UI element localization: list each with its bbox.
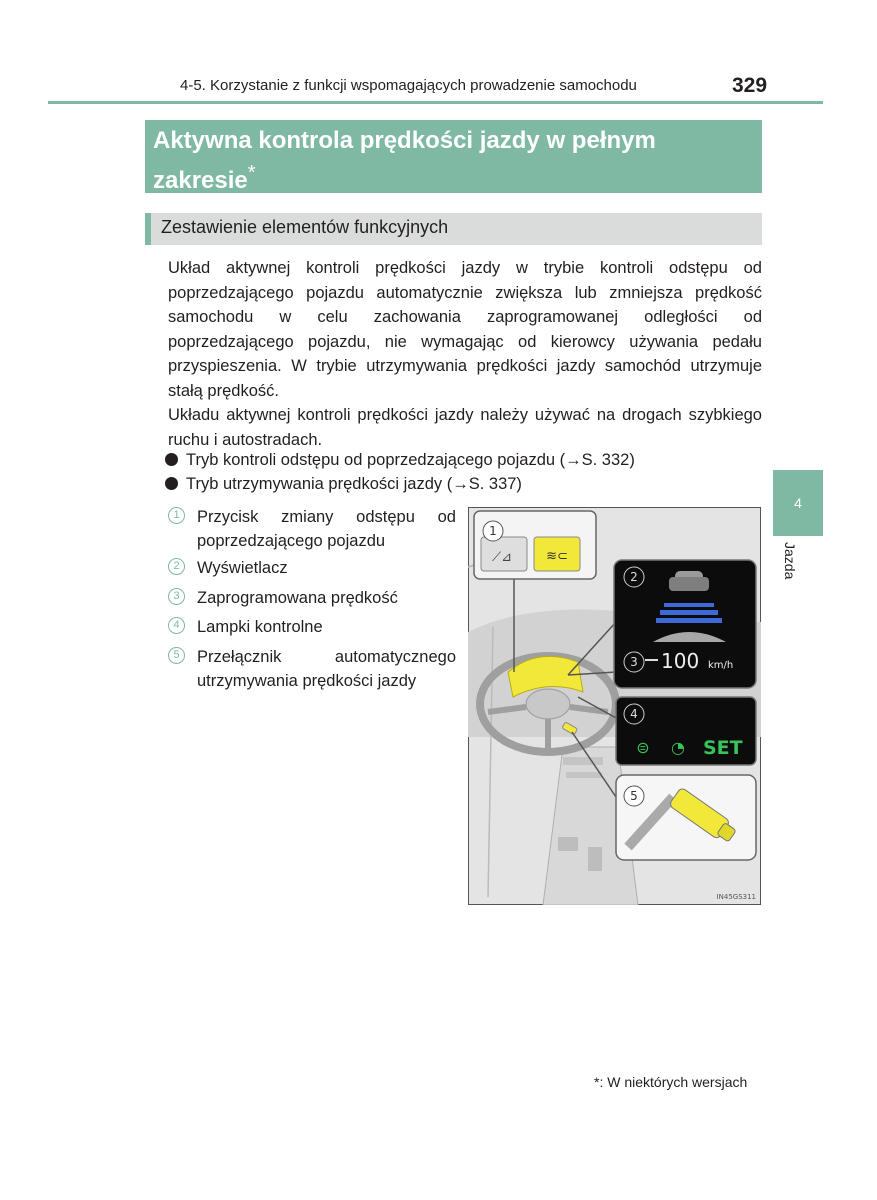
footnote-mark: * bbox=[247, 162, 256, 184]
legend-text: Wyświetlacz bbox=[197, 559, 288, 577]
legend-text: Zaprogramowana prędkość bbox=[197, 589, 398, 607]
set-speed-unit: km/h bbox=[708, 660, 734, 671]
legend-number: 4 bbox=[168, 617, 185, 634]
legend-text: Przełącznik automatycznego utrzymywania prędkości jazdy bbox=[197, 648, 456, 690]
bullet-text: Tryb kontroli odstępu od poprzedzającego pojazdu (→S. 332) bbox=[186, 451, 635, 469]
distance-icon: ≋⊂ bbox=[546, 549, 568, 564]
page-number: 329 bbox=[732, 74, 768, 97]
chapter-label: Jazda bbox=[782, 542, 798, 580]
intro-paragraph: Układ aktywnej kontroli prędkości jazdy w trybie kontroli odstępu od poprzedzającego pojazdu automatycznie zwiększa lub zmniejsza prędkość samochodu w celu zachowania zaprogramowanej odległości od poprzedzającego pojazdu, nie wymagając od kierowcy używania pedału przyspieszenia. W trybie utrzymywania prędkości jazdy samochód utrzymuje stałą prędkość. bbox=[168, 259, 762, 400]
header-rule bbox=[48, 101, 823, 104]
page-title bbox=[145, 120, 762, 193]
title-line-2: zakresie bbox=[153, 167, 248, 194]
legend-item-5 bbox=[168, 645, 456, 693]
callout-5: 5 bbox=[630, 789, 638, 803]
legend-number: 3 bbox=[168, 588, 185, 605]
legend-item-2 bbox=[168, 556, 456, 580]
title-line-1: Aktywna kontrola prędkości jazdy w pełnym bbox=[153, 127, 656, 154]
running-header: 4-5. Korzystanie z funkcji wspomagających prowadzenie samochodu bbox=[180, 77, 637, 94]
legend-item-1 bbox=[168, 505, 456, 553]
bullet-dot-icon bbox=[165, 477, 178, 490]
radar-cruise-icon: ⊜ bbox=[636, 738, 650, 757]
section-heading: Zestawienie elementów funkcyjnych bbox=[145, 213, 762, 245]
legend-number: 1 bbox=[168, 507, 185, 524]
legend-number: 2 bbox=[168, 558, 185, 575]
callout-4: 4 bbox=[630, 707, 638, 721]
dashboard-figure bbox=[468, 507, 761, 905]
callout-3: 3 bbox=[630, 655, 638, 669]
image-code: IN45GS311 bbox=[716, 893, 756, 901]
legend-number: 5 bbox=[168, 647, 185, 664]
legend-text: Przycisk zmiany odstępu od poprzedzającego pojazdu bbox=[197, 508, 456, 550]
bullet-constant-speed-mode bbox=[165, 475, 522, 494]
bullet-dot-icon bbox=[165, 453, 178, 466]
bullet-text: Tryb utrzymywania prędkości jazdy (→S. 337) bbox=[186, 475, 522, 493]
bullet-distance-mode bbox=[165, 451, 635, 470]
callout-2: 2 bbox=[630, 570, 638, 584]
lane-icon: ⟋⊿ bbox=[492, 550, 512, 565]
chapter-tab: 4 bbox=[773, 470, 823, 536]
callout-1: 1 bbox=[489, 524, 497, 538]
set-indicator: SET bbox=[703, 737, 743, 759]
cruise-speedometer-icon: ◔ bbox=[671, 738, 685, 757]
footnote: *: W niektórych wersjach bbox=[594, 1074, 748, 1090]
usage-paragraph: Układu aktywnej kontroli prędkości jazdy należy używać na drogach szybkiego ruchu i autostradach. bbox=[168, 406, 762, 449]
dashboard-illustration bbox=[468, 507, 761, 905]
legend-item-3 bbox=[168, 586, 456, 610]
set-speed-value: 100 bbox=[661, 649, 700, 673]
legend-item-4 bbox=[168, 615, 456, 639]
legend-text: Lampki kontrolne bbox=[197, 618, 323, 636]
